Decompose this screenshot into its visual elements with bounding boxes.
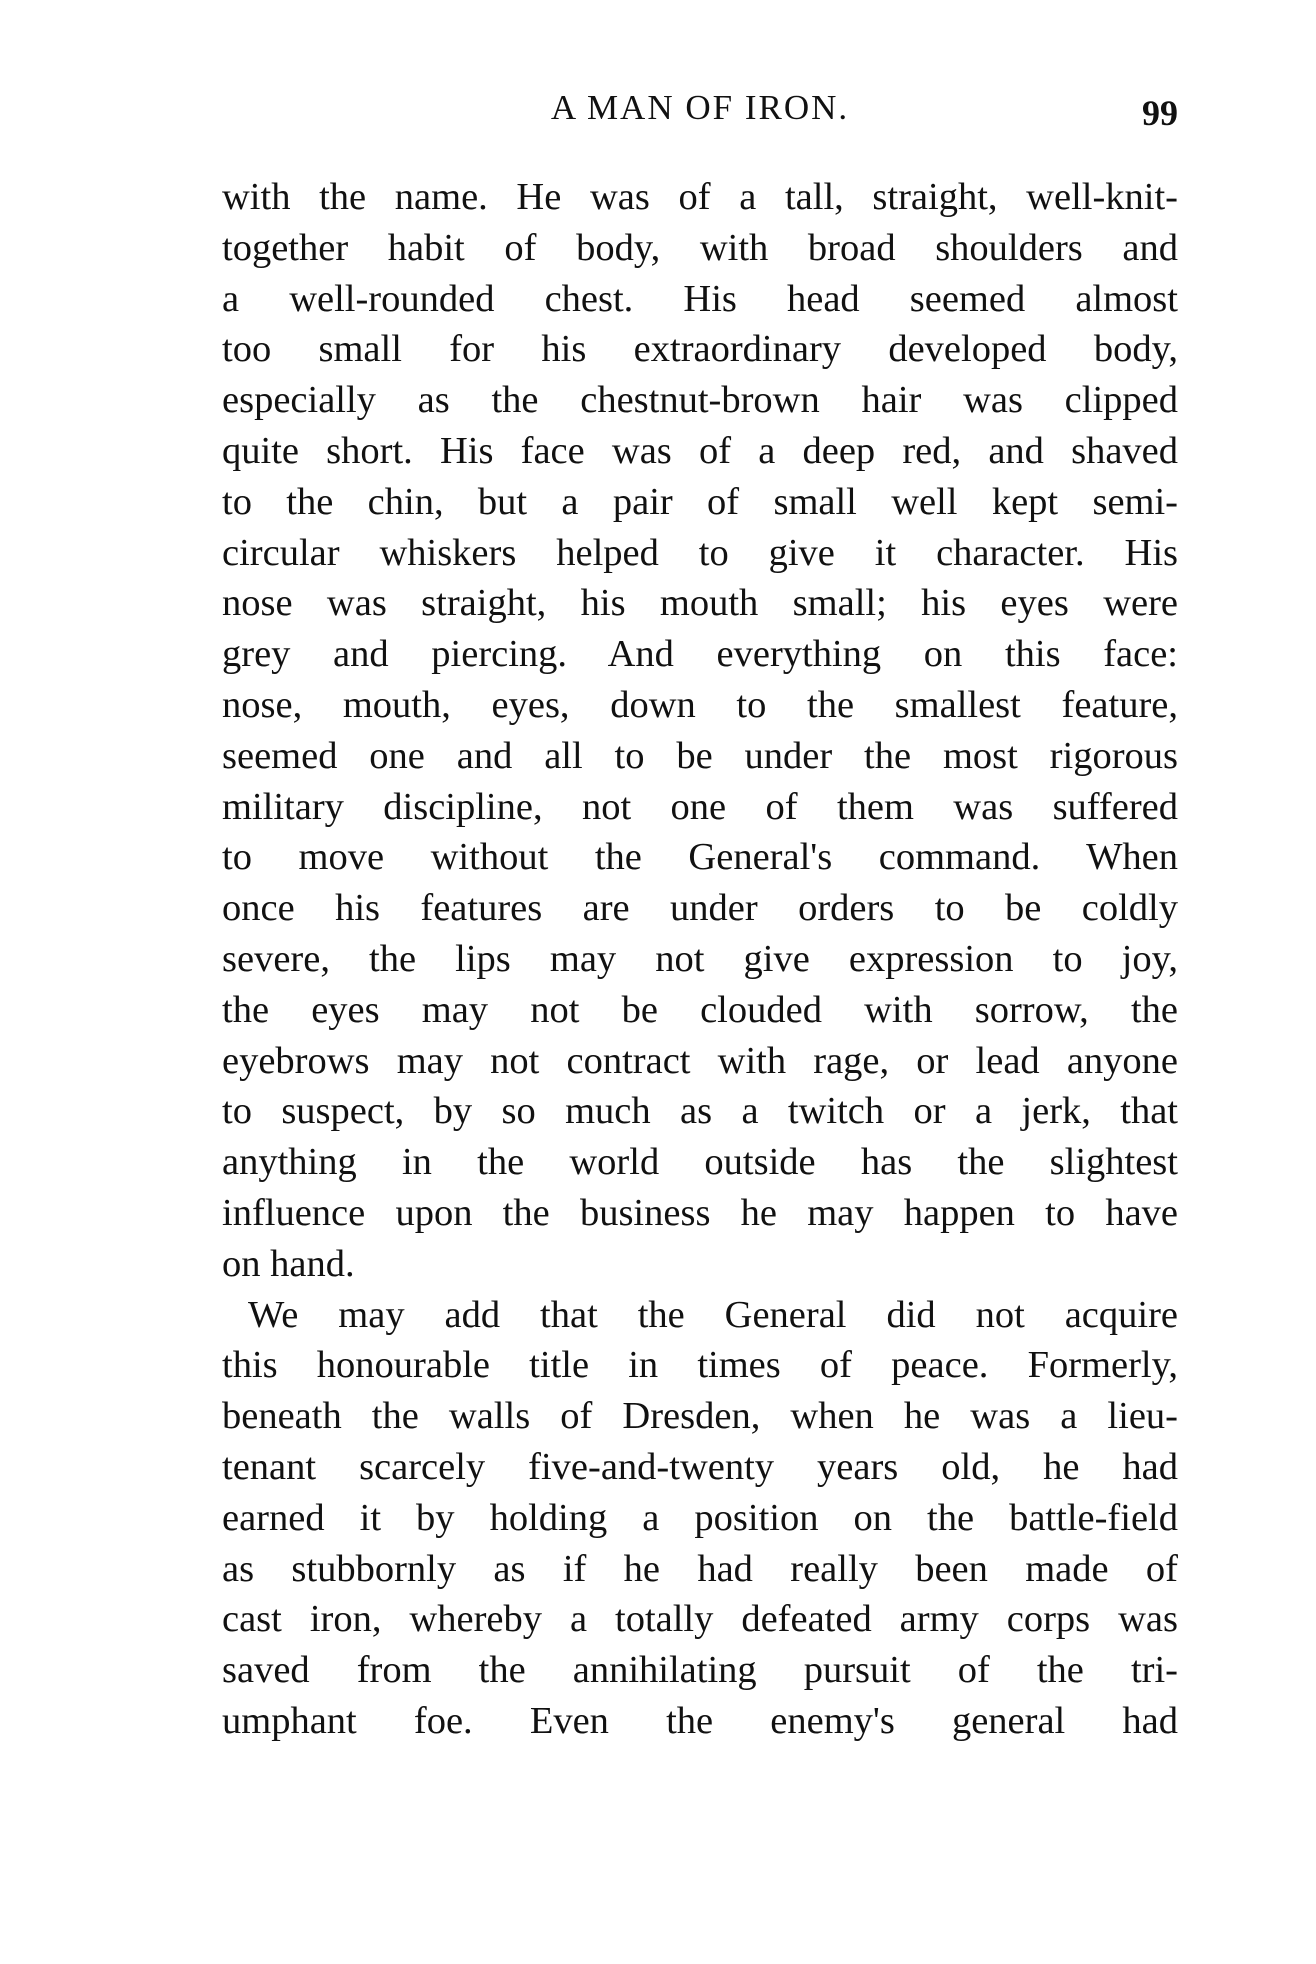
text-line: military discipline, not one of them was suffered — [222, 785, 1178, 828]
page-number: 99 — [1142, 93, 1178, 133]
text-line: nose was straight, his mouth small; his eyes were — [222, 582, 1178, 625]
text-line: once his features are under orders to be coldly — [222, 887, 1178, 930]
text-line: too small for his extraordinary developed body, — [222, 328, 1178, 371]
text-line: seemed one and all to be under the most rigorous — [222, 734, 1178, 777]
text-line: eyebrows may not contract with rage, or lead anyone — [222, 1039, 1178, 1082]
text-line: severe, the lips may not give expression to joy, — [222, 937, 1178, 980]
text-line: circular whiskers helped to give it character. His — [222, 531, 1178, 574]
running-title: A MAN OF IRON. — [550, 88, 850, 127]
text-line: to the chin, but a pair of small well kept semi- — [222, 480, 1178, 523]
text-line: to move without the General's command. When — [222, 836, 1178, 879]
text-line: grey and piercing. And everything on this face: — [222, 633, 1178, 676]
text-line: cast iron, whereby a totally defeated army corps was — [222, 1598, 1178, 1641]
text-line: beneath the walls of Dresden, when he was a lieu- — [222, 1395, 1178, 1438]
text-line: tenant scarcely five-and-twenty years old, he had — [222, 1445, 1178, 1488]
text-line: nose, mouth, eyes, down to the smallest feature, — [222, 683, 1178, 726]
text-line: on hand. — [222, 1242, 355, 1285]
text-line: as stubbornly as if he had really been made of — [222, 1547, 1178, 1590]
text-line: this honourable title in times of peace. Formerly, — [222, 1344, 1178, 1387]
text-line: to suspect, by so much as a twitch or a jerk, that — [222, 1090, 1178, 1133]
text-line: with the name. He was of a tall, straight, well-knit- — [222, 176, 1178, 218]
text-line: saved from the annihilating pursuit of the tri- — [222, 1649, 1178, 1692]
text-line: We may add that the General did not acquire — [248, 1293, 1178, 1336]
paragraph — [222, 1290, 1178, 1747]
text-line: especially as the chestnut-brown hair was clipped — [222, 379, 1178, 422]
text-line: earned it by holding a position on the battle-field — [222, 1496, 1178, 1539]
text-line: influence upon the business he may happen to have — [222, 1191, 1178, 1234]
text-line: umphant foe. Even the enemy's general had — [222, 1699, 1178, 1742]
text-line: a well-rounded chest. His head seemed almost — [222, 277, 1178, 320]
text-line: anything in the world outside has the slightest — [222, 1141, 1178, 1184]
body-text — [222, 172, 1178, 1747]
text-line: the eyes may not be clouded with sorrow, the — [222, 988, 1178, 1031]
text-line: quite short. His face was of a deep red, and shaved — [222, 429, 1178, 472]
paragraph — [222, 172, 1178, 1290]
page-header — [222, 84, 1178, 134]
text-line: together habit of body, with broad shoulders and — [222, 226, 1178, 269]
